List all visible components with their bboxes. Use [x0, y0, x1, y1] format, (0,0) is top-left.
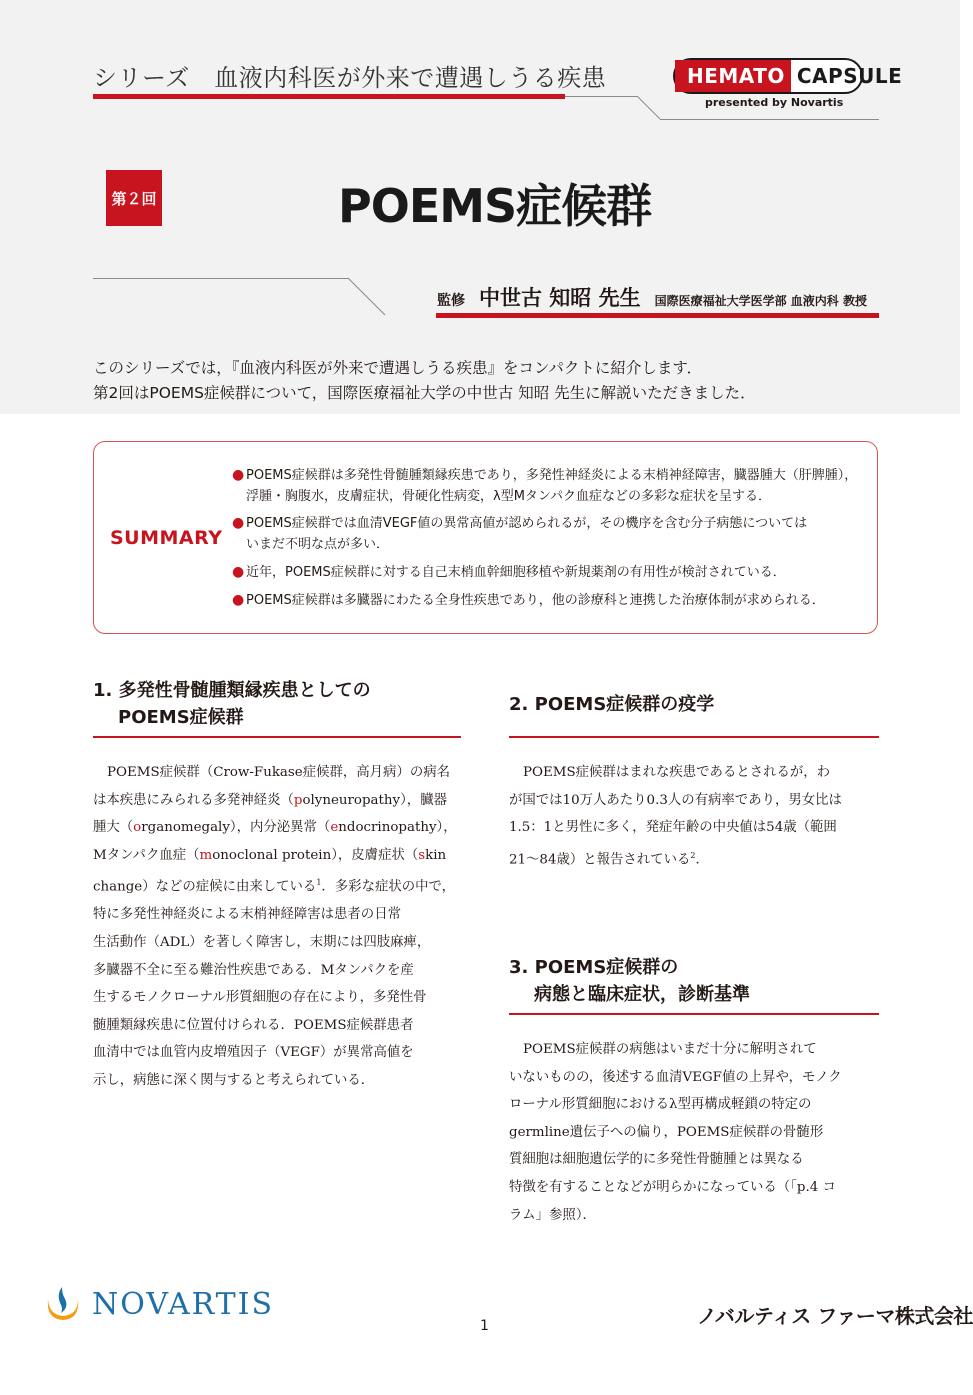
logo-subtitle: presented by Novartis [705, 96, 844, 109]
logo-right-text: CAPSULE [796, 64, 903, 88]
bullet-icon: ● [232, 592, 245, 608]
body-line: いないものの，後述する血清VEGF値の上昇や，モノク [509, 1069, 842, 1085]
supervisor-name: 中世古 知昭 先生 [479, 286, 641, 310]
section-heading-1 [93, 677, 371, 731]
heading-line: 2. POEMS症候群の疫学 [509, 694, 715, 715]
bullet-icon: ● [232, 467, 245, 483]
body-line: POEMS症候群の病態はいまだ十分に解明されて [523, 1042, 817, 1057]
divider-line [660, 119, 879, 120]
body-line: 生活動作（ADL）を著しく障害し，末期には四肢麻痺， [93, 935, 431, 951]
summary-text: POEMS症候群は多臓器にわたる全身性疾患であり，他の診療科と連携した治療体制が求められる． [246, 593, 825, 608]
heading-line: POEMS症候群 [118, 707, 244, 728]
body-line: 髄腫類縁疾患に位置付けられる．POEMS症候群患者 [93, 1017, 414, 1033]
summary-label: SUMMARY [110, 527, 223, 549]
body-line: ラム」参照）． [509, 1207, 596, 1223]
series-title: シリーズ 血液内科医が外来で遭遇しうる疾患 [93, 64, 607, 92]
section-heading-2 [509, 691, 714, 718]
novartis-flame-icon [42, 1285, 84, 1323]
body-line: POEMS症候群（Crow-Fukase症候群，高月病）の病名 [107, 765, 451, 780]
divider-line [565, 96, 637, 97]
supervisor-label: 監修 [437, 293, 465, 309]
novartis-wordmark: NOVARTIS [92, 1286, 275, 1322]
hemato-capsule-logo [673, 58, 903, 94]
section-1-body [93, 759, 461, 1095]
body-line: が国では10万人あたり0.3人の有病率であり，男女比は [509, 792, 842, 808]
heading-line: 病態と臨床症状，診断基準 [534, 984, 750, 1005]
intro-line: 第2回はPOEMS症候群について，国際医療福祉大学の中世古 知昭 先生に解説いただきました． [93, 384, 756, 402]
summary-item [232, 590, 868, 611]
bullet-icon: ● [232, 564, 245, 580]
summary-text: いまだ不明な点が多い． [246, 537, 390, 552]
body-line: 1.5：1と男性に多く，発症年齢の中央値は54歳（範囲 [509, 820, 837, 836]
summary-text: POEMS症候群では血清VEGF値の異常高値が認められるが，その機序を含む分子病態については [246, 516, 808, 531]
summary-text: 浮腫・胸腹水，皮膚症状，骨硬化性病変，λ型Mタンパク血症などの多彩な症状を呈する． [246, 489, 772, 504]
heading-line: 1. 多発性骨髄腫類縁疾患としての [93, 680, 371, 701]
intro-line: このシリーズでは，『血液内科医が外来で遭遇しうる疾患』をコンパクトに紹介します． [93, 359, 703, 377]
supervisor-line [437, 282, 867, 312]
divider-line [93, 278, 348, 279]
body-line: 特徴を有することなどが明らかになっている（「p.4 コ [509, 1179, 836, 1195]
section-rule [509, 736, 879, 738]
heading-line: 3. POEMS症候群の [509, 957, 679, 978]
body-line: POEMS症候群はまれな疾患であるとされるが，わ [523, 765, 831, 780]
section-rule [509, 1013, 879, 1015]
logo-left-text: HEMATO [675, 60, 791, 92]
novartis-logo [42, 1285, 274, 1323]
summary-item [232, 513, 868, 555]
summary-text: 近年，POEMS症候群に対する自己末梢血幹細胞移植や新規薬剤の有用性が検討されている． [246, 565, 786, 580]
body-line: Mタンパク血症（monoclonal protein），皮膚症状（skin [93, 847, 447, 863]
summary-item [232, 465, 868, 507]
body-line: 生するモノクローナル形質細胞の存在により，多発性骨 [93, 990, 427, 1006]
body-line: は本疾患にみられる多発神経炎（polyneuropathy），臓器 [93, 792, 447, 808]
summary-text: POEMS症候群は多発性骨髄腫類縁疾患であり，多発性神経炎による末梢神経障害，臓器腫大（肝脾腫）， [246, 468, 858, 483]
company-name: ノバルティス ファーマ株式会社 [697, 1304, 973, 1328]
page-title: POEMS症候群 [338, 179, 652, 233]
body-line: 21〜84歳）と報告されている$^2$． [509, 850, 709, 868]
divider-diagonal [347, 277, 387, 317]
section-heading-3 [509, 954, 750, 1008]
body-line: germline遺伝子への偏り，POEMS症候群の骨髄形 [509, 1124, 824, 1140]
series-title-rule [93, 94, 565, 99]
supervisor-affiliation: 国際医療福祉大学医学部 血液内科 教授 [654, 294, 867, 308]
body-line: 示し，病態に深く関与すると考えられている． [93, 1073, 375, 1088]
bullet-icon: ● [232, 515, 245, 531]
section-2-body [509, 759, 879, 874]
body-line: 質細胞は細胞遺伝学的に多発性骨髄腫とは異なる [509, 1152, 804, 1168]
section-rule [93, 736, 461, 738]
body-line: 多臓器不全に至る難治性疾患である．Mタンパクを産 [93, 962, 414, 978]
body-line: 特に多発性神経炎による末梢神経障害は患者の日常 [93, 907, 401, 923]
body-line: change）などの症候に由来している$^1$．多彩な症状の中で， [93, 878, 456, 895]
body-line: 腫大（organomegaly），内分泌異常（endocrinopathy）， [93, 820, 457, 836]
episode-badge: 第２回 [106, 170, 162, 226]
supervisor-rule [436, 313, 879, 318]
page-number: 1 [480, 1318, 489, 1334]
summary-item [232, 562, 868, 583]
body-line: ローナル形質細胞におけるλ型再構成軽鎖の特定の [509, 1097, 812, 1113]
section-3-body [509, 1036, 879, 1229]
body-line: 血清中では血管内皮増殖因子（VEGF）が異常高値を [93, 1045, 414, 1061]
divider-diagonal [636, 95, 662, 121]
